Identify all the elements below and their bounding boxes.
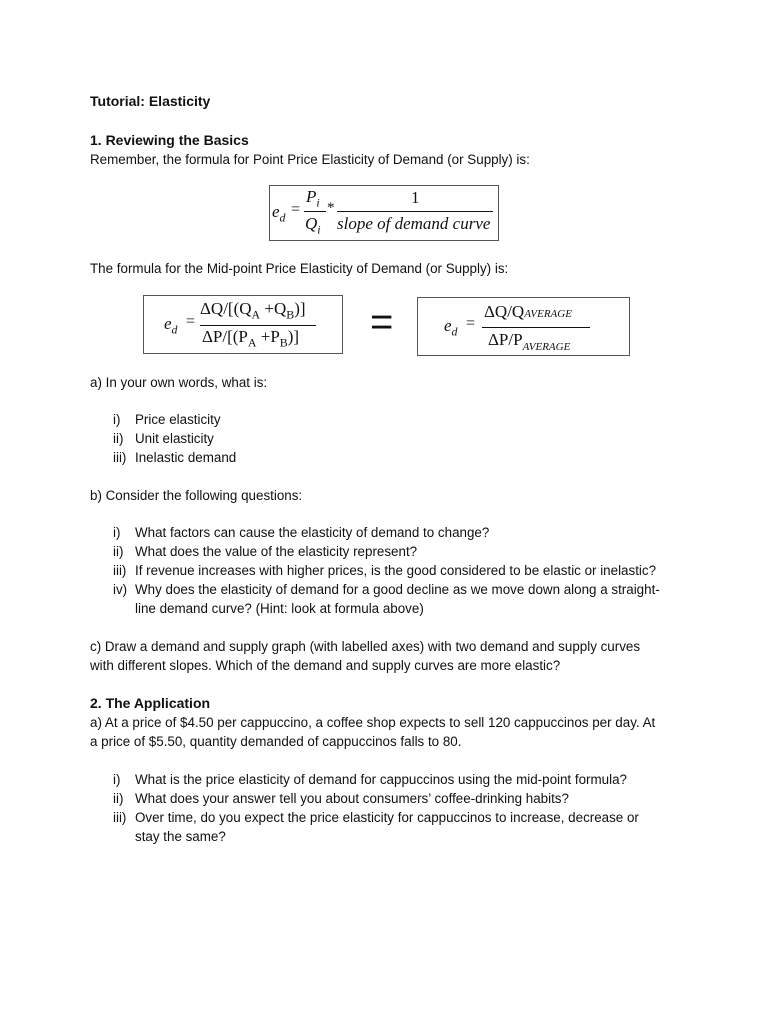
fraction-bar-large	[337, 211, 493, 212]
formula-price: $P_i$	[306, 187, 320, 210]
section-1-heading: 1. Reviewing the Basics	[90, 132, 249, 148]
midpoint-intro: The formula for the Mid-point Price Elasticity of Demand (or Supply) is:	[90, 261, 509, 276]
midpoint-formula-average	[417, 297, 630, 356]
question-c-line1: c) Draw a demand and supply graph (with labelled axes) with two demand and supply curves	[90, 639, 641, 654]
formula-slope-denominator: slope of demand curve	[337, 214, 491, 233]
question-b-prompt: b) Consider the following questions:	[90, 488, 303, 503]
formula-times: *	[327, 200, 335, 216]
formula-one: 1	[411, 188, 420, 207]
formula-lhs: $e_d$	[272, 202, 286, 225]
big-equals-sign: =	[370, 300, 394, 344]
numerator-delta-q: $\Delta Q/[(Q_A +Q_B)]$	[200, 299, 306, 322]
formula-lhs: $e_d$	[164, 314, 178, 337]
midpoint-formula-long	[143, 295, 343, 354]
fraction-bar	[482, 327, 590, 328]
formula-quantity: $Q_i$	[305, 214, 321, 237]
fraction-bar	[200, 325, 316, 326]
formula-equals: =	[291, 201, 301, 218]
section-1-intro: Remember, the formula for Point Price Elasticity of Demand (or Supply) is:	[90, 152, 530, 167]
fraction-bar-small	[304, 211, 326, 212]
page-title: Tutorial: Elasticity	[90, 93, 211, 109]
question-a-prompt: a) In your own words, what is:	[90, 375, 268, 390]
point-elasticity-formula	[269, 185, 499, 241]
formula-lhs: $e_d$	[444, 316, 458, 339]
section-2-heading: 2. The Application	[90, 695, 211, 711]
denominator-delta-p: $\Delta P/[(P_A +P_B)]$	[202, 327, 300, 350]
formula-equals: =	[186, 313, 196, 330]
question-c-line2: with different slopes. Which of the demand and supply curves are more elastic?	[90, 658, 561, 673]
numerator-average: ΔQ/QAVERAGE	[484, 302, 572, 321]
formula-equals: =	[466, 315, 476, 332]
section-2-line1: a) At a price of $4.50 per cappuccino, a coffee shop expects to sell 120 cappuccinos per day. At	[90, 715, 656, 730]
section-2-line2: a price of $5.50, quantity demanded of cappuccinos falls to 80.	[90, 734, 462, 749]
denominator-average: $\Delta P/P_{AVERAGE}$	[488, 330, 571, 353]
